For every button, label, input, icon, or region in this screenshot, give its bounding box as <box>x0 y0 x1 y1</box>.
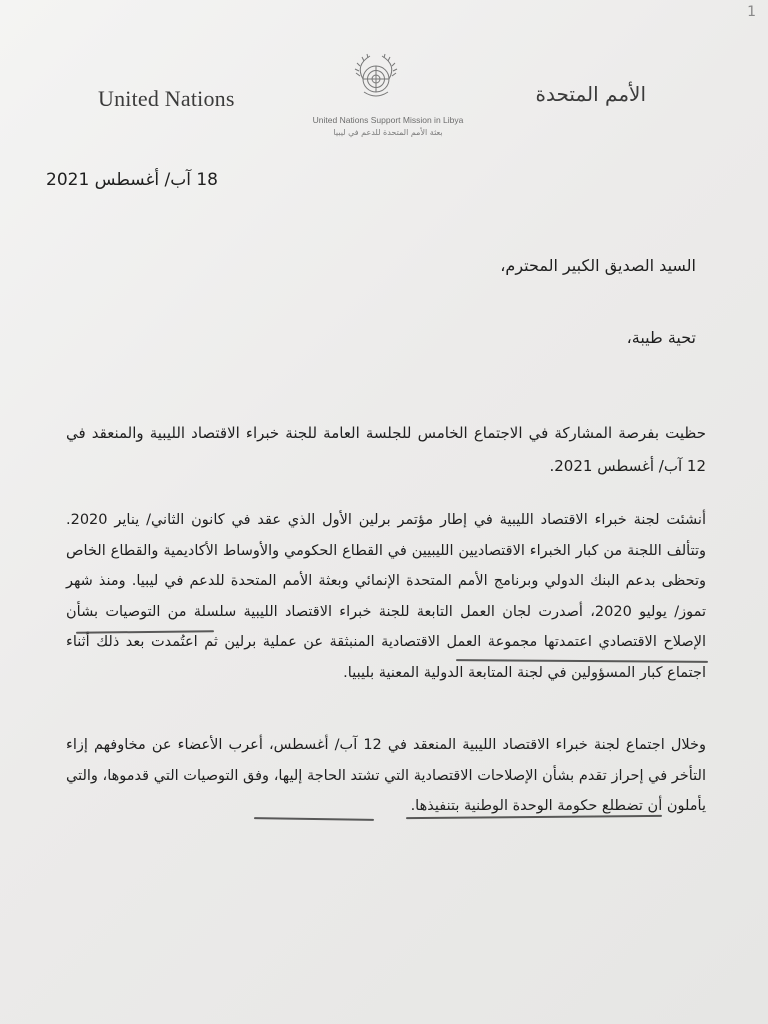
salutation: السيد الصديق الكبير المحترم، <box>500 256 696 275</box>
mission-name-arabic: بعثة الأمم المتحدة للدعم في ليبيا <box>333 128 443 137</box>
un-emblem-icon <box>342 52 410 110</box>
mission-name-english: United Nations Support Mission in Libya <box>312 115 464 125</box>
greeting: تحية طيبة، <box>626 328 696 347</box>
paragraph-3: وخلال اجتماع لجنة خبراء الاقتصاد الليبية المنعقد في 12 آب/ أغسطس، أعرب الأعضاء عن مخاوفهم إزاء التأخر في إحراز تقدم بشأن الإصلاحات الاقتصادية التي تشتد الحاجة إليها، وفق التوصيات التي قدموها، والتي يأملون أن تضطلع حكومة الوحدة الوطنية بتنفيذها. <box>66 737 707 815</box>
org-name-arabic: الأمم المتحدة <box>535 82 646 106</box>
page-mark: 1 <box>747 4 756 20</box>
letter-date: 18 آب/ أغسطس 2021 <box>46 170 218 190</box>
paragraph-1: حظيت بفرصة المشاركة في الاجتماع الخامس للجلسة العامة للجنة خبراء الاقتصاد الليبية والمنعقد في 12 آب/ أغسطس 2021. <box>66 424 706 475</box>
paragraph-2: أنشئت لجنة خبراء الاقتصاد الليبية في إطار مؤتمر برلين الأول الذي عقد في كانون الثاني/ يناير 2020. وتتألف اللجنة من كبار الخبراء الاقتصاديين الليبيين في القطاع الحكومي والأوساط الأكاديمية والقطاع الخاص وتحظى بدعم البنك الدولي وبرنامج الأمم المتحدة الإنمائي وبعثة الأمم المتحدة للدعم في ليبيا. ومنذ شهر تموز/ يوليو 2020، أصدرت لجان العمل التابعة للجنة خبراء الاقتصاد الليبية سلسلة من التوصيات بشأن الإصلاح الاقتصادي اعتمدتها مجموعة العمل الاقتصادية المنبثقة عن عملية برلين ثم اعتُمدت بعد ذلك أثناء اجتماع كبار المسؤولين في لجنة المتابعة الدولية المعنية بليبيا. <box>66 512 706 681</box>
org-name-english: United Nations <box>98 86 235 111</box>
